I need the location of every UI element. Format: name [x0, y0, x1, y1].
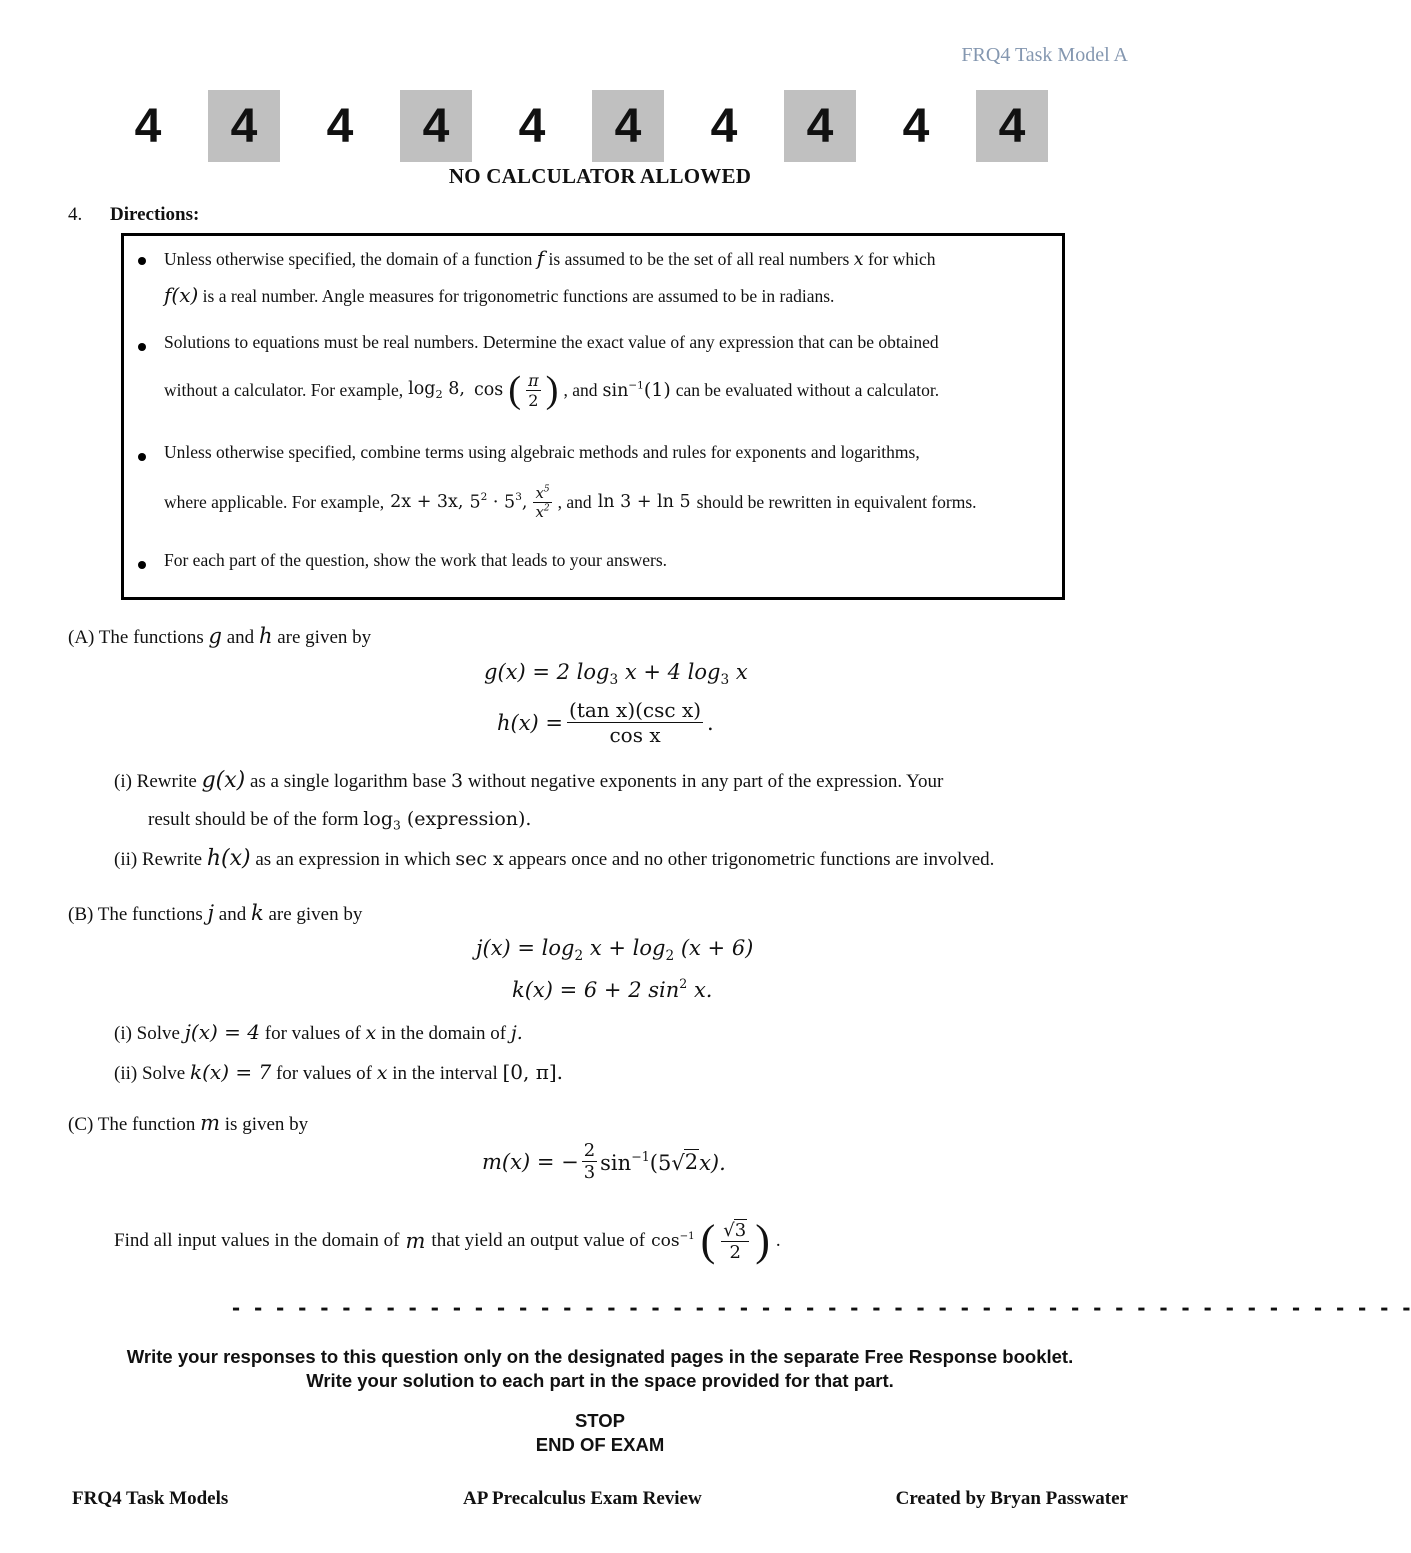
base: 5: [469, 492, 481, 513]
sqrt-symbol: √: [723, 1220, 735, 1241]
banner-digit: 4: [592, 90, 664, 162]
exponent: 3: [515, 491, 522, 504]
text: for values of: [275, 1063, 372, 1084]
text: for values of: [264, 1023, 361, 1044]
text: are given by: [277, 627, 372, 648]
instruction-line-1: Write your responses to this question only on the designated pages in the separate Free Response booklet.: [126, 1346, 1074, 1367]
math-k-equation: k(x) = 7: [190, 1060, 272, 1084]
text: (A) The functions: [68, 627, 204, 648]
denominator-exponent: 2: [543, 503, 550, 514]
paren: ): [545, 368, 559, 411]
text: for which: [867, 249, 936, 269]
text: are given by: [268, 904, 363, 925]
text: Unless otherwise specified, the domain of a function: [164, 249, 533, 269]
text: is given by: [224, 1114, 309, 1135]
math-log-example: [408, 379, 465, 401]
log-arg: (expression).: [406, 808, 532, 830]
text: and: [226, 627, 255, 648]
sin-exponent: −1: [631, 1148, 650, 1164]
eq-text: g(x) = 2 log: [484, 660, 610, 684]
eq-text: j(x) = log: [476, 936, 575, 960]
log-base: 2: [574, 947, 584, 964]
sin-text: sin: [600, 1150, 632, 1175]
part-a-i-line-1: [114, 768, 943, 793]
text: that yield an output value of: [431, 1230, 646, 1251]
banner-digit: 4: [326, 99, 354, 153]
arcsin-expr: [600, 1149, 726, 1175]
sin-text: sin: [602, 381, 629, 401]
bullet-dot: [138, 453, 146, 461]
denominator: cos x: [567, 722, 703, 747]
question-number: 4.: [68, 204, 83, 225]
log-base: 3: [720, 671, 730, 688]
log-base: 3: [392, 818, 401, 833]
eq-text: x: [729, 660, 748, 684]
numerator-base: x: [535, 483, 544, 502]
arg-start: (5: [649, 1150, 672, 1175]
cos-exponent: −1: [679, 1230, 695, 1242]
math-j: j: [207, 901, 215, 925]
part-b-i: [114, 1020, 523, 1045]
directions-bullet-2-line-2: [164, 360, 939, 420]
stop-label: STOP: [574, 1410, 626, 1431]
directions-bullet-3-line-1: Unless otherwise specified, combine terms using algebraic methods and rules for exponents and logarithms,: [164, 442, 920, 462]
text: Find all input values in the domain of: [114, 1230, 400, 1251]
question-number-banner: [112, 90, 1072, 162]
numerator: (tan x)(csc x): [569, 698, 702, 722]
banner-digit: 4: [784, 90, 856, 162]
dashed-divider: - - - - - - - - - - - - - - - - - - - - - - - - - - - - - - - - - - - - - - - - - - - - - - - - - - - - - -: [230, 1296, 1411, 1320]
directions-bullet-2-line-1: Solutions to equations must be real numbers. Determine the exact value of any expression that can be obtained: [164, 332, 939, 352]
pi-over-2-fraction: [526, 371, 541, 410]
banner-digit: 4: [208, 90, 280, 162]
equation-m: [482, 1140, 726, 1183]
text: (B) The functions: [68, 904, 203, 925]
math-m: m: [200, 1111, 221, 1135]
text: (ii) Rewrite: [114, 849, 203, 870]
math-k: k: [250, 901, 264, 925]
radicand: 3: [734, 1220, 747, 1241]
part-a-intro: [68, 624, 371, 649]
no-calculator-notice: NO CALCULATOR ALLOWED: [448, 164, 752, 188]
part-a-ii: [114, 846, 994, 871]
part-a-i-line-2: [148, 808, 531, 832]
period: .: [707, 710, 714, 735]
banner-digit: 4: [400, 90, 472, 162]
text: (ii) Solve: [114, 1063, 186, 1084]
banner-digit: 4: [976, 90, 1048, 162]
page-header-title: FRQ4 Task Model A: [961, 44, 1128, 66]
paren: ): [755, 1216, 770, 1265]
directions-heading: Directions:: [110, 204, 200, 225]
eq-text: k(x) = 6 + 2 sin: [512, 977, 680, 1002]
exponent: 2: [480, 491, 488, 504]
text: appears once and no other trigonometric functions are involved.: [508, 849, 995, 870]
numerator: 2: [583, 1140, 596, 1161]
text: , and: [563, 379, 598, 400]
text: is assumed to be the set of all real numbers: [548, 249, 850, 269]
radicand: 2: [684, 1150, 699, 1175]
text: without negative exponents in any part of the expression. Your: [467, 771, 944, 792]
eq-text: (x + 6): [674, 936, 754, 960]
footer-center: AP Precalculus Exam Review: [463, 1488, 702, 1509]
denominator: 2: [526, 390, 541, 410]
math-x: x: [365, 1022, 377, 1044]
directions-box: [121, 233, 1065, 600]
directions-bullet-1-line-1: [164, 246, 936, 270]
log-arg: 8,: [448, 379, 465, 400]
banner-digit: 4: [518, 99, 546, 153]
equation-g: [484, 660, 748, 688]
text: as a single logarithm base: [249, 771, 447, 792]
math-power-product: [469, 491, 527, 512]
math-arcsin-example: [603, 379, 671, 401]
part-c-find: [114, 1208, 781, 1274]
footer-left: FRQ4 Task Models: [72, 1488, 229, 1509]
base: 5: [504, 492, 516, 513]
directions-bullet-1-line-2: [164, 283, 834, 307]
part-b-intro: [68, 901, 362, 926]
period: .: [775, 1230, 781, 1251]
math-g: g: [208, 624, 222, 648]
dot: ·: [492, 492, 499, 513]
log-text: log: [363, 808, 393, 830]
denominator: 2: [721, 1241, 749, 1263]
text: (i) Rewrite: [114, 771, 197, 792]
directions-bullet-3-line-2: [164, 472, 977, 532]
sin-arg: (1): [643, 379, 671, 401]
math-x: x: [853, 250, 864, 270]
text: as an expression in which: [255, 849, 451, 870]
h-fraction: [567, 698, 703, 747]
math-f-of-x: f(x): [164, 283, 199, 307]
text: should be rewritten in equivalent forms.: [696, 491, 977, 512]
arg-end: x).: [699, 1150, 726, 1175]
denominator: 3: [583, 1162, 596, 1183]
log-base: 2: [665, 947, 675, 964]
math-f: f: [536, 246, 545, 270]
arccos-expr: [651, 1231, 695, 1251]
text: , and: [557, 491, 592, 512]
paren: (: [700, 1216, 716, 1265]
bullet-dot: [138, 561, 146, 569]
banner-digit: 4: [710, 99, 738, 153]
eq-text: x + 4 log: [618, 660, 721, 684]
banner-digit: 4: [134, 99, 162, 153]
footer-right: Created by Bryan Passwater: [895, 1488, 1128, 1509]
math-j-equation: j(x) = 4: [184, 1020, 261, 1044]
math-ln-sum: ln 3 + ln 5: [597, 492, 691, 512]
eq-lhs: h(x) =: [497, 710, 564, 735]
eq-text: x.: [687, 977, 713, 1002]
math-interval: [0, π].: [502, 1060, 564, 1084]
text: (C) The function: [68, 1114, 196, 1135]
math-log-form: [363, 808, 532, 833]
text: result should be of the form: [148, 809, 359, 830]
eq-text: x + log: [583, 936, 666, 960]
comma: ,: [521, 492, 528, 513]
denominator-base: x: [535, 502, 544, 521]
math-three: 3: [451, 770, 464, 792]
cos-text: cos: [473, 380, 504, 400]
math-g-of-x: g(x): [201, 768, 246, 793]
text: is a real number. Angle measures for trigonometric functions are assumed to be in radians.: [202, 286, 835, 306]
text: where applicable. For example,: [164, 491, 385, 512]
text: (i) Solve: [114, 1023, 180, 1044]
numerator-exponent: 5: [543, 484, 550, 495]
math-x: x: [376, 1062, 388, 1084]
math-m: m: [405, 1229, 426, 1253]
part-c-intro: [68, 1111, 308, 1136]
math-sec-x: sec x: [455, 848, 504, 870]
paren: (: [508, 368, 522, 411]
log-text: log: [408, 379, 436, 400]
math-h: h: [258, 624, 273, 648]
equation-h: [497, 698, 714, 747]
log-base: 2: [435, 386, 443, 401]
power-quotient-fraction: [533, 484, 551, 521]
sin-exponent: −1: [628, 379, 644, 392]
bullet-dot: [138, 343, 146, 351]
cos-text: cos: [651, 1231, 680, 1252]
end-of-exam-label: END OF EXAM: [535, 1434, 665, 1455]
math-expression: 2x + 3x,: [390, 492, 464, 512]
two-thirds-fraction: [582, 1140, 597, 1183]
part-b-ii: [114, 1060, 563, 1085]
math-h-of-x: h(x): [206, 846, 251, 871]
math-j: j.: [510, 1022, 523, 1044]
sqrt-symbol: √: [671, 1150, 685, 1175]
numerator: π: [528, 370, 539, 390]
text: can be evaluated without a calculator.: [675, 379, 940, 400]
bullet-dot: [138, 257, 146, 265]
log-base: 3: [609, 671, 619, 688]
root3-over-2-fraction: [721, 1219, 749, 1263]
text: in the domain of: [381, 1023, 507, 1044]
equation-k: [512, 976, 712, 1002]
text: and: [218, 904, 247, 925]
eq-lhs: m(x) = −: [482, 1149, 579, 1174]
banner-digit: 4: [902, 99, 930, 153]
instruction-line-2: Write your solution to each part in the space provided for that part.: [306, 1370, 894, 1391]
equation-j: [476, 936, 753, 964]
text: in the interval: [392, 1063, 498, 1084]
sin-exponent: 2: [679, 976, 688, 991]
text: without a calculator. For example,: [164, 379, 404, 400]
directions-bullet-4: For each part of the question, show the work that leads to your answers.: [164, 550, 668, 570]
